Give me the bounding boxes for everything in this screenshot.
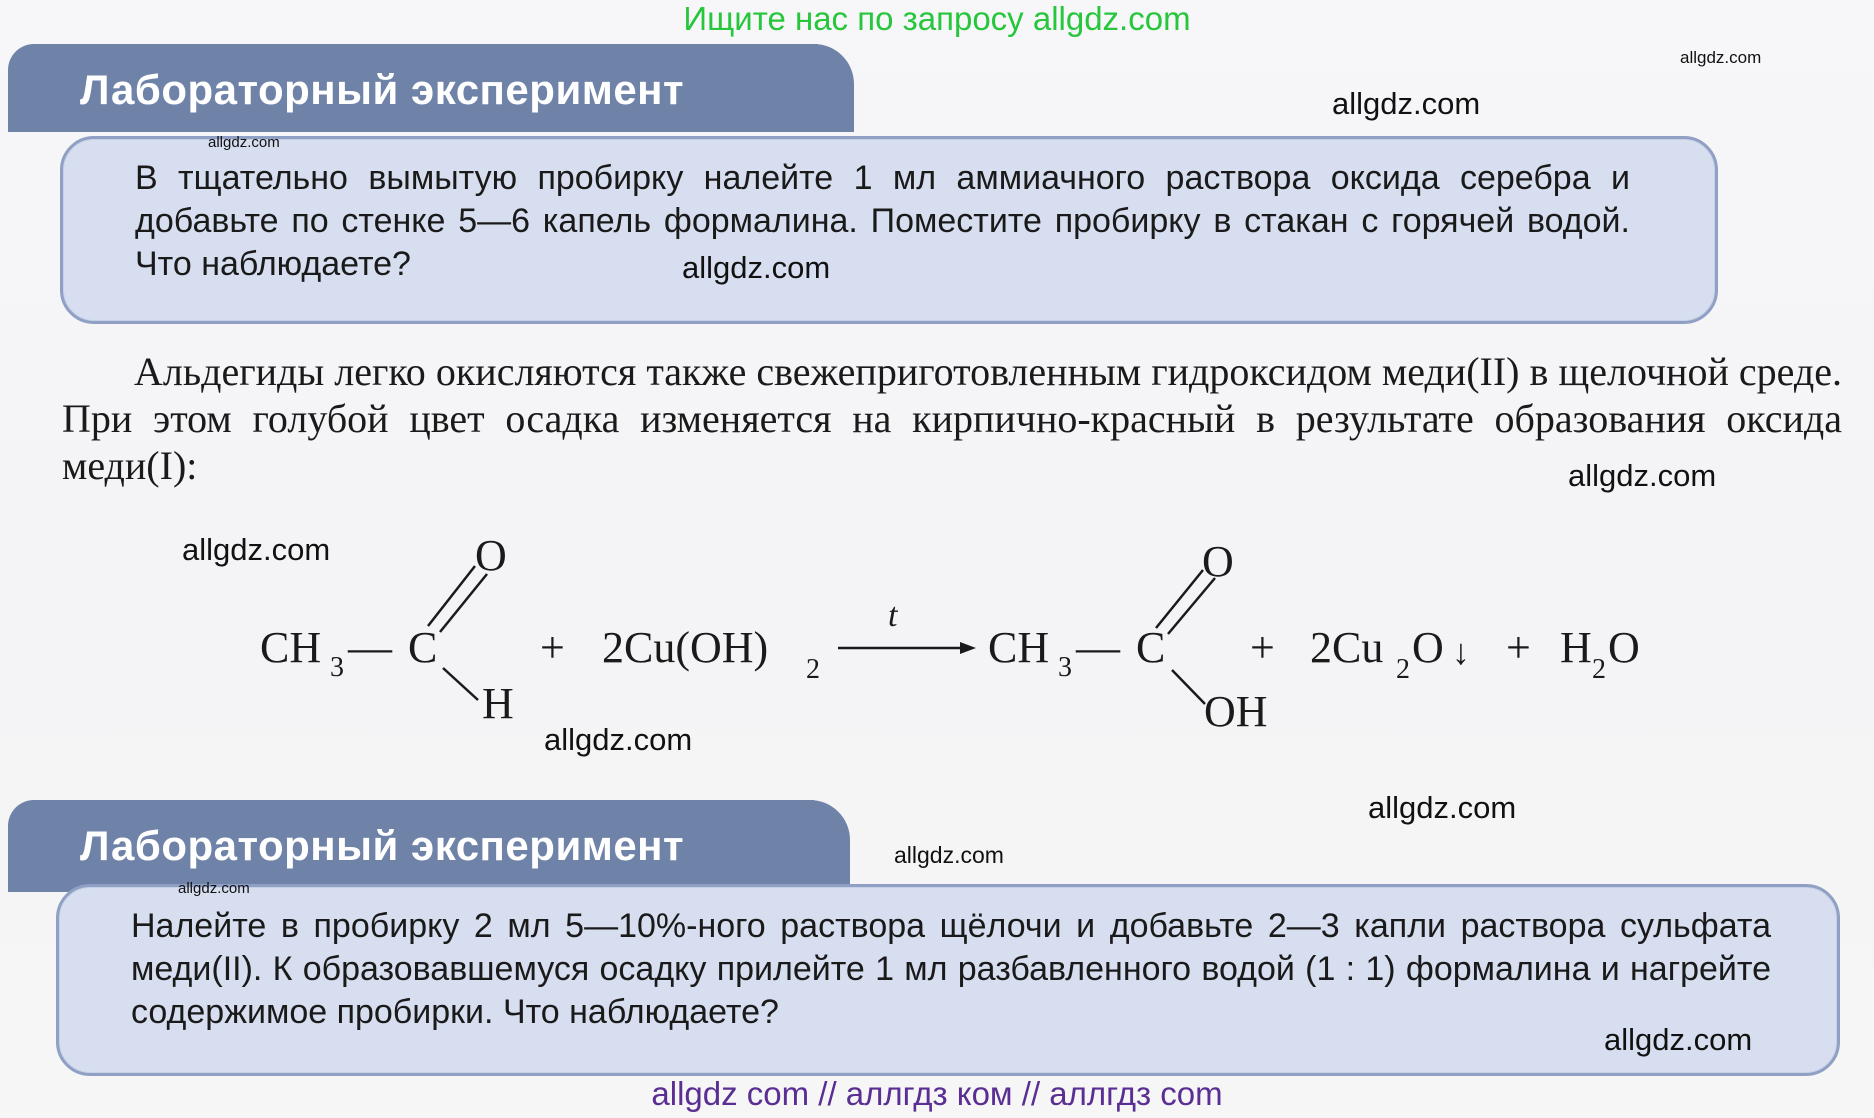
watermark-6[interactable]: allgdz.com (182, 532, 331, 567)
lab-title-2-text: Лабораторный эксперимент (80, 822, 685, 869)
product1-ch: CH (988, 623, 1050, 672)
watermark-7[interactable]: allgdz.com (544, 722, 693, 757)
watermark-5[interactable]: allgdz.com (1568, 458, 1717, 493)
product1-oh: OH (1204, 687, 1268, 736)
precipitate-arrow: ↓ (1452, 632, 1470, 672)
top-banner[interactable]: Ищите нас по запросу allgdz.com (683, 0, 1191, 37)
product2-sub: 2 (1396, 654, 1410, 685)
product1-bond: — (1076, 623, 1120, 672)
reactant1-ch: CH (260, 623, 322, 672)
watermark-3[interactable]: allgdz.com (208, 134, 280, 151)
plus-2: + (1250, 623, 1275, 672)
reagent-sub: 2 (806, 654, 820, 685)
watermark-8[interactable]: allgdz.com (1368, 790, 1517, 825)
plus-3: + (1506, 623, 1531, 672)
reaction-arrowhead (960, 642, 976, 654)
reactant1-oxygen: O (475, 540, 507, 580)
lab-text-2: Налейте в пробирку 2 мл 5—10%-ного раствора щёлочи и добавьте 2—3 капли раствора сульфата меди(II). К образовавшемуся осадку прилейте 1 мл разбавленного водой (1 : 1) формалина и нагрейте содержимое пробирки. Что наблюдаете? (131, 907, 1771, 1031)
reactant1-bond: — (348, 623, 392, 672)
product3-o: O (1608, 623, 1640, 672)
lab-title-2 (8, 800, 814, 892)
product3-sub: 2 (1592, 654, 1606, 685)
product2-tail: O (1412, 623, 1444, 672)
watermark-9[interactable]: allgdz.com (894, 842, 1004, 868)
watermark-1[interactable]: allgdz.com (1680, 48, 1762, 67)
product2: 2Cu (1310, 623, 1384, 672)
main-paragraph: Альдегиды легко окисляются также свежеприготовленным гидроксидом меди(II) в щелочной среде. При этом голубой цвет осадка изменяется на кирпично-красный в результате образования оксида меди(I): (62, 349, 1842, 488)
product1-carbon: C (1136, 623, 1166, 672)
equation-svg (0, 540, 1874, 760)
condition-t: t (888, 597, 898, 634)
lab-text-1: В тщательно вымытую пробирку налейте 1 мл аммиачного раствора оксида серебра и добавьте по стенке 5—6 капель формалина. Поместите пробирку в стакан с горячей водой. Что наблюдаете? (135, 159, 1630, 283)
lab-box-2 (56, 884, 1840, 1076)
reactant1-sub: 3 (330, 652, 344, 683)
reactant1-carbon: C (408, 623, 438, 672)
reagent: 2Cu(OH) (602, 623, 769, 672)
watermark-10[interactable]: allgdz.com (178, 880, 250, 897)
bottom-banner[interactable]: allgdz com // аллгдз ком // аллгдз com (651, 1075, 1223, 1112)
reaction-equation (0, 540, 1874, 760)
reactant1-hydrogen: H (482, 679, 514, 728)
watermark-2[interactable]: allgdz.com (1332, 86, 1481, 121)
lab-box-1 (60, 136, 1718, 324)
lab-title-1-text: Лабораторный эксперимент (80, 66, 685, 113)
watermark-11[interactable]: allgdz.com (1604, 1022, 1753, 1057)
product1-sub: 3 (1058, 652, 1072, 683)
p1-single-bond-oh (1172, 670, 1205, 704)
lab-title-1 (8, 44, 818, 132)
product1-oxygen: O (1202, 540, 1234, 586)
product3-h: H (1560, 623, 1592, 672)
single-bond-h (443, 668, 478, 700)
plus-1: + (540, 623, 565, 672)
watermark-4[interactable]: allgdz.com (682, 250, 831, 285)
